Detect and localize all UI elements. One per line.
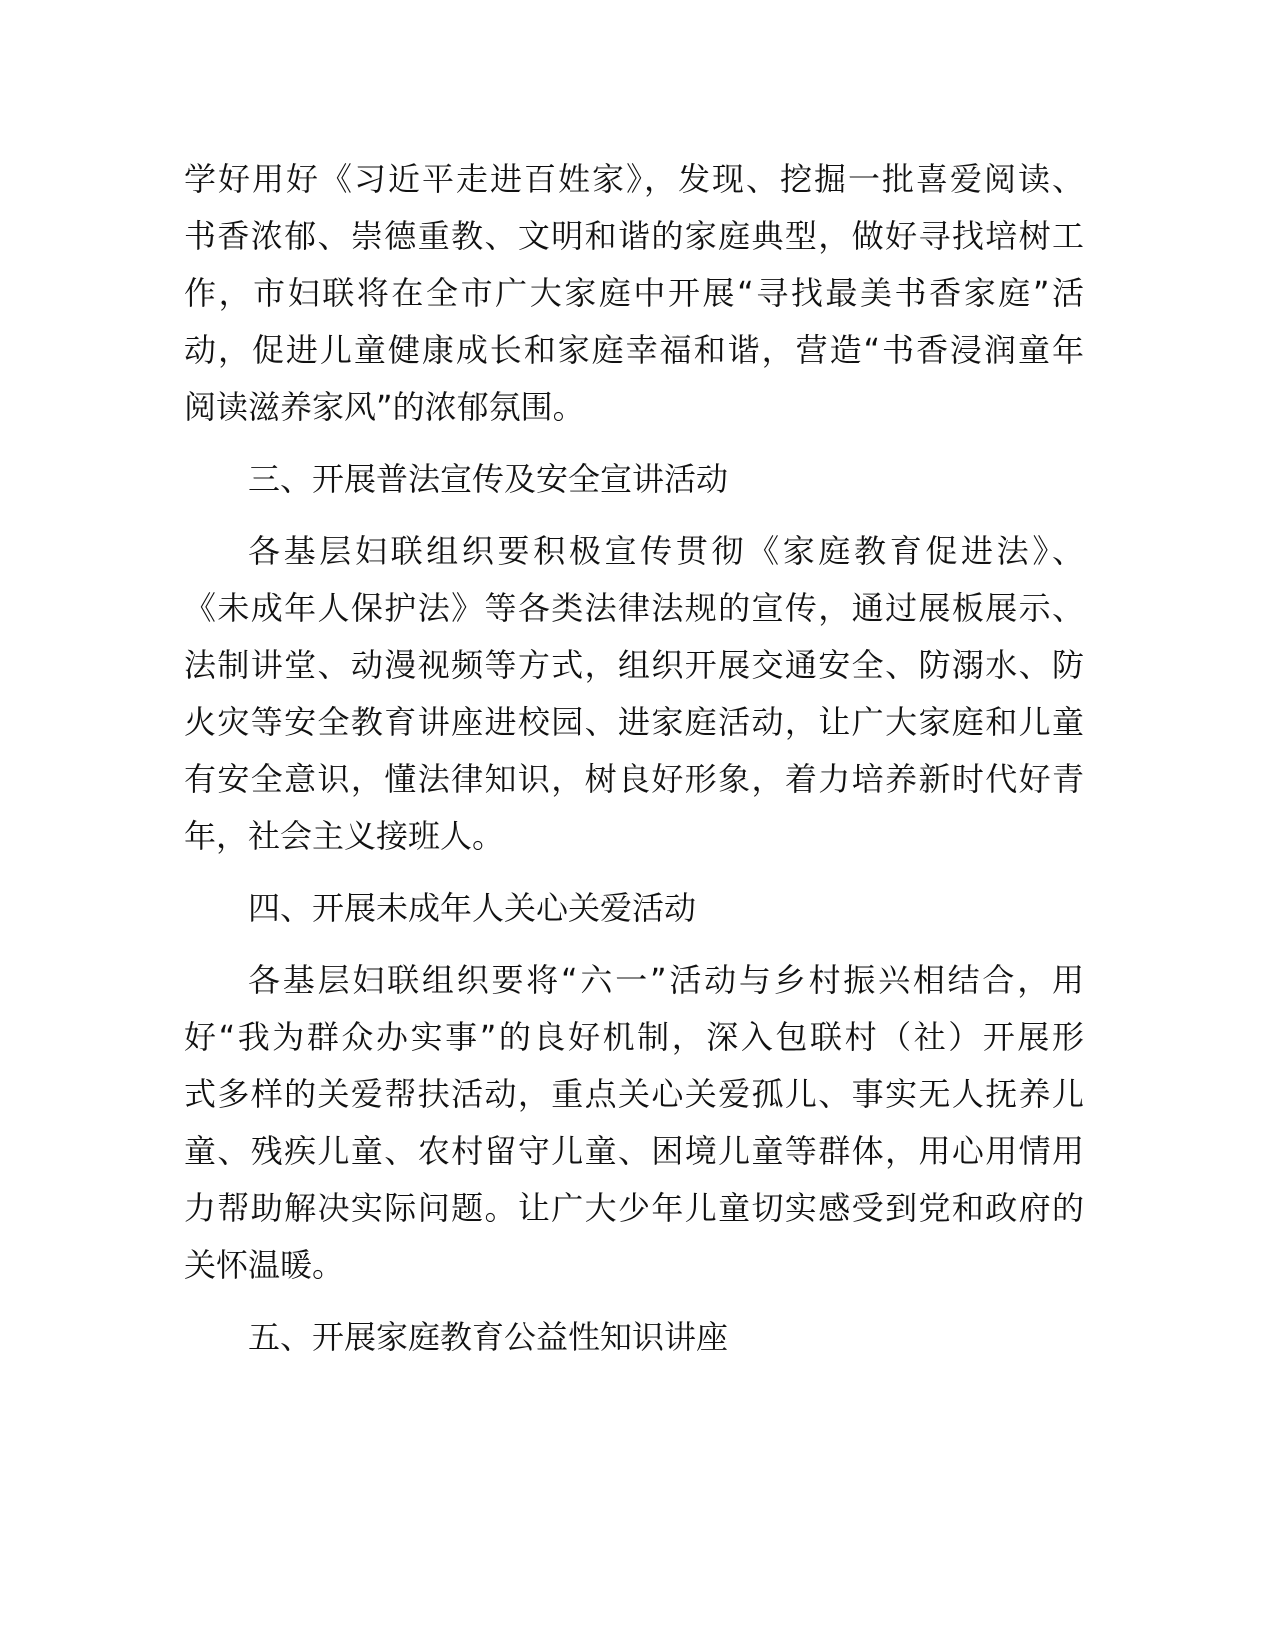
text-line: 动，促进儿童健康成长和家庭幸福和谐，营造“书香浸润童年 bbox=[184, 331, 1084, 369]
document-body bbox=[184, 151, 1084, 1366]
text-line: 法制讲堂、动漫视频等方式，组织开展交通安全、防溺水、防 bbox=[184, 646, 1084, 684]
paragraph-minor-care bbox=[184, 952, 1084, 1294]
text-line: 火灾等安全教育讲座进校园、进家庭活动，让广大家庭和儿童 bbox=[184, 703, 1084, 741]
text-line: 力帮助解决实际问题。让广大少年儿童切实感受到党和政府的 bbox=[184, 1189, 1084, 1227]
text-line: 式多样的关爱帮扶活动，重点关心关爱孤儿、事实无人抚养儿 bbox=[184, 1075, 1084, 1113]
text-line: 各基层妇联组织要积极宣传贯彻《家庭教育促进法》、 bbox=[248, 532, 1084, 570]
text-line: 有安全意识，懂法律知识，树良好形象，着力培养新时代好青 bbox=[184, 760, 1084, 798]
paragraph-legal-safety bbox=[184, 523, 1084, 865]
text-line: 阅读滋养家风”的浓郁氛围。 bbox=[184, 388, 585, 426]
paragraph-reading-family bbox=[184, 151, 1084, 436]
section-heading-5: 五、开展家庭教育公益性知识讲座 bbox=[248, 1318, 729, 1356]
section-heading-4: 四、开展未成年人关心关爱活动 bbox=[248, 889, 697, 927]
text-line: 《未成年人保护法》等各类法律法规的宣传，通过展板展示、 bbox=[184, 589, 1084, 627]
text-line: 童、残疾儿童、农村留守儿童、困境儿童等群体，用心用情用 bbox=[184, 1132, 1084, 1170]
section-heading-3: 三、开展普法宣传及安全宣讲活动 bbox=[248, 460, 729, 498]
text-line: 关怀温暖。 bbox=[184, 1246, 345, 1284]
text-line: 年，社会主义接班人。 bbox=[184, 817, 505, 855]
text-line: 学好用好《习近平走进百姓家》，发现、挖掘一批喜爱阅读、 bbox=[184, 160, 1084, 198]
text-line: 书香浓郁、崇德重教、文明和谐的家庭典型，做好寻找培树工 bbox=[184, 217, 1084, 255]
text-line: 好“我为群众办实事”的良好机制，深入包联村（社）开展形 bbox=[184, 1018, 1084, 1056]
text-line: 作，市妇联将在全市广大家庭中开展“寻找最美书香家庭”活 bbox=[184, 274, 1084, 312]
text-line: 各基层妇联组织要将“六一”活动与乡村振兴相结合，用 bbox=[248, 961, 1084, 999]
